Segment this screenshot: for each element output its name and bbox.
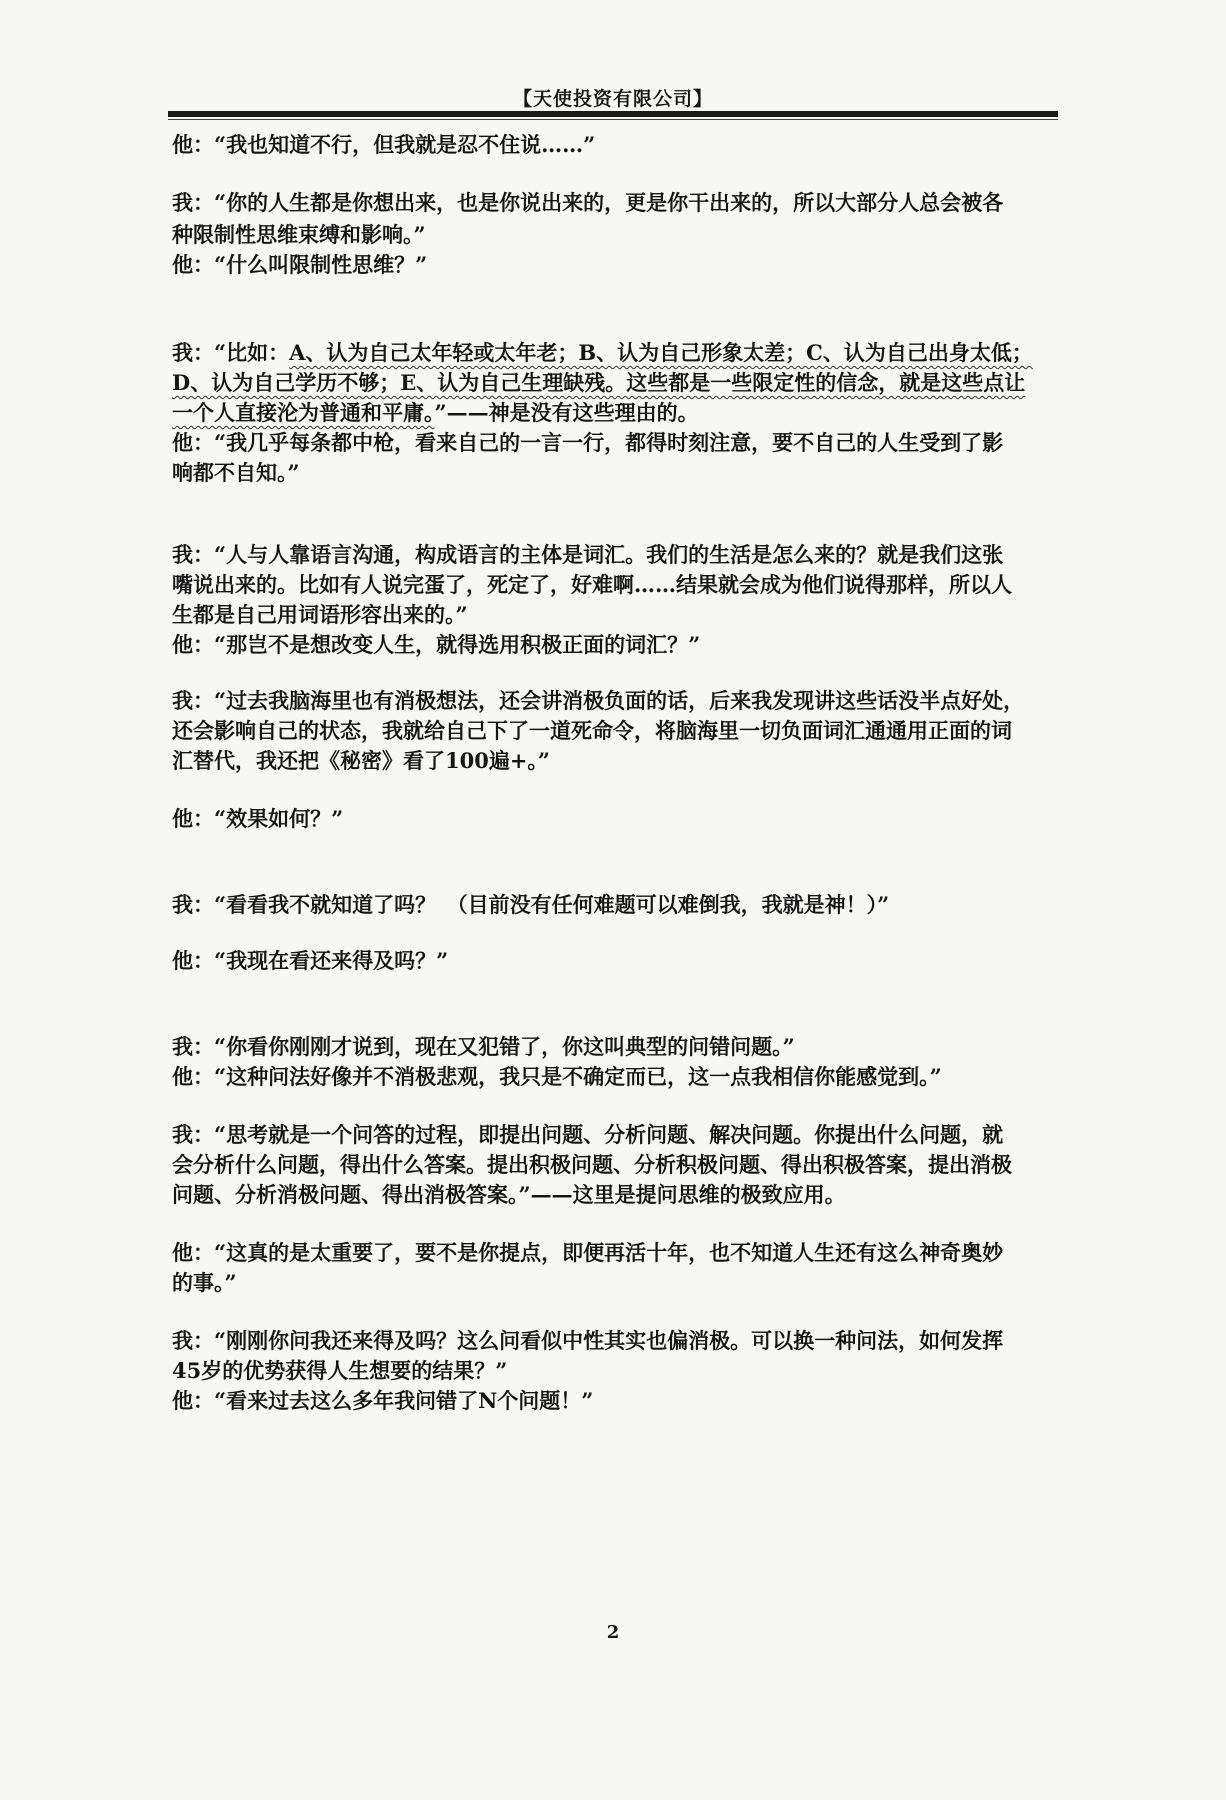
wavy-underlined-text: D、认为自己学历不够；E、认为自己生理缺残。这些都是一些限定性的信念，就是这些点让 [172, 370, 1026, 395]
header-rule-thick [168, 111, 1058, 117]
dialogue-line: 我：“你看你刚刚才说到，现在又犯错了，你这叫典型的问错问题。” [172, 1034, 795, 1059]
dialogue-line: 我：“看看我不就知道了吗？ （目前没有任何难题可以难倒我，我就是神！）” [172, 892, 890, 917]
dialogue-line: 我：“人与人靠语言沟通，构成语言的主体是词汇。我们的生活是怎么来的？就是我们这张 [172, 542, 1004, 567]
dialogue-line: 我：“刚刚你问我还来得及吗？这么问看似中性其实也偏消极。可以换一种问法，如何发挥 [172, 1328, 1004, 1353]
dialogue-line: 我：“过去我脑海里也有消极想法，还会讲消极负面的话，后来我发现讲这些话没半点好处， [172, 688, 1025, 713]
dialogue-line: 嘴说出来的。比如有人说完蛋了，死定了，好难啊……结果就会成为他们说得那样，所以人 [172, 572, 1012, 597]
dialogue-line: 他：“那岂不是想改变人生，就得选用积极正面的词汇？” [172, 632, 701, 657]
dialogue-line: 的事。” [172, 1270, 237, 1295]
dialogue-line-underlined [172, 366, 1062, 400]
dialogue-line: 他：“什么叫限制性思维？” [172, 252, 428, 277]
line-suffix: ”——神是没有这些理由的。 [434, 400, 699, 425]
dialogue-line: 45岁的优势获得人生想要的结果？” [172, 1358, 508, 1383]
header-rule-thin [168, 119, 1058, 120]
company-header: 【天使投资有限公司】 [512, 88, 713, 110]
dialogue-line: 会分析什么问题，得出什么答案。提出积极问题、分析积极问题、得出积极答案，提出消极 [172, 1152, 1012, 1177]
dialogue-line: 种限制性思维束缚和影响。” [172, 222, 426, 247]
dialogue-line: 他：“这种问法好像并不消极悲观，我只是不确定而已，这一点我相信你能感觉到。” [172, 1064, 942, 1089]
dialogue-line: 还会影响自己的状态，我就给自己下了一道死命令，将脑海里一切负面词汇通通用正面的词 [172, 718, 1012, 743]
dialogue-line: 他：“我也知道不行，但我就是忍不住说……” [172, 132, 596, 157]
dialogue-line: 他：“效果如何？” [172, 806, 344, 831]
dialogue-line: 他：“看来过去这么多年我问错了N个问题！” [172, 1388, 594, 1413]
page-number: 2 [606, 1622, 620, 1643]
dialogue-line-underlined [172, 336, 1062, 370]
line-prefix: 我：“比如： [172, 340, 290, 365]
dialogue-line: 汇替代，我还把《秘密》看了100遍+。” [172, 748, 551, 773]
dialogue-line: 我：“思考就是一个问答的过程，即提出问题、分析问题、解决问题。你提出什么问题，就 [172, 1122, 1004, 1147]
dialogue-line-underlined [172, 396, 1062, 430]
dialogue-line: 问题、分析消极问题、得出消极答案。”——这里是提问思维的极致应用。 [172, 1182, 846, 1207]
dialogue-line: 生都是自己用词语形容出来的。” [172, 602, 468, 627]
wavy-underlined-text: 一个人直接沦为普通和平庸。 [172, 400, 435, 425]
dialogue-line: 我：“你的人生都是你想出来，也是你说出来的，更是你干出来的，所以大部分人总会被各 [172, 190, 1004, 215]
dialogue-line: 响都不自知。” [172, 460, 300, 485]
dialogue-line: 他：“这真的是太重要了，要不是你提点，即便再活十年，也不知道人生还有这么神奇奥妙 [172, 1240, 1004, 1265]
dialogue-line: 他：“我几乎每条都中枪，看来自己的一言一行，都得时刻注意，要不自己的人生受到了影 [172, 430, 1004, 455]
dialogue-line: 他：“我现在看还来得及吗？” [172, 948, 449, 973]
wavy-underlined-text: A、认为自己太年轻或太年老；B、认为自己形象太差；C、认为自己出身太低； [289, 340, 1033, 365]
